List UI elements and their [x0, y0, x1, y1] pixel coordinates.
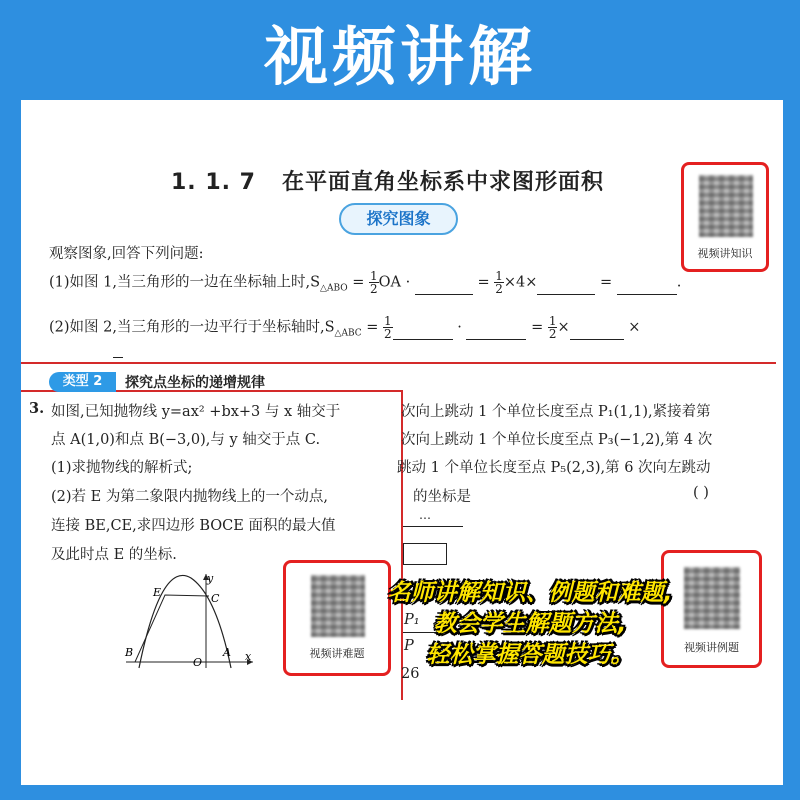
svg-text:B: B — [125, 646, 134, 659]
qr-difficult-caption: 视频讲难题 — [309, 647, 365, 660]
book-page — [21, 100, 783, 785]
right-line-3: 跳动 1 个单位长度至点 P₅(2,3),第 6 次向左跳动 — [397, 460, 711, 476]
promo-line-2: 教会学生解题方法, — [433, 611, 627, 637]
qr-knowledge-box[interactable] — [681, 162, 769, 272]
figure-line — [403, 526, 463, 527]
question-1: (1)如图 1,当三角形的一边在坐标轴上时$,S_{\triangle ABO}$ = $\frac{1}{2}$ OA · = $\frac{1}{2}$ ×4× = . — [49, 269, 682, 296]
type-tag: 类型 2 — [49, 372, 116, 392]
type-title: 探究点坐标的递增规律 — [125, 375, 265, 391]
ellipsis: … — [419, 508, 431, 522]
problem-line-5: 连接 BE,CE,求四边形 BOCE 面积的最大值 — [51, 518, 336, 534]
explore-tag: 探究图象 — [339, 203, 458, 235]
promo-line-1: 名师讲解知识、例题和难题, — [387, 580, 673, 606]
point-p1: P₁ — [404, 612, 420, 628]
crop-line-top — [21, 362, 776, 364]
promo-line-3: 轻松掌握答题技巧。 — [426, 642, 634, 668]
intro-prompt: 观察图象,回答下列问题: — [49, 246, 204, 262]
problem-line-3: (1)求抛物线的解析式; — [51, 460, 193, 476]
figure-box — [403, 543, 447, 565]
section-heading — [171, 165, 604, 196]
svg-text:O: O — [193, 656, 203, 669]
answer-paren: ( ) — [693, 485, 709, 501]
problem-line-6: 及此时点 E 的坐标. — [51, 547, 177, 563]
banner-title: 视频讲解 — [264, 21, 536, 95]
section-number: 1. 1. 7 — [171, 170, 256, 195]
problem-line-2: 点 A(1,0)和点 B(−3,0),与 y 轴交于点 C. — [51, 432, 321, 448]
right-line-2: 次向上跳动 1 个单位长度至点 P₃(−1,2),第 4 次 — [401, 432, 713, 448]
svg-text:y: y — [207, 572, 214, 585]
right-line-4: 的坐标是 — [413, 489, 471, 505]
svg-text:A: A — [223, 646, 231, 659]
qr-example-caption: 视频讲例题 — [684, 641, 739, 654]
right-line-1: 次向上跳动 1 个单位长度至点 P₁(1,1),紧接着第 — [401, 404, 711, 420]
problem-line-4: (2)若 E 为第二象限内抛物线上的一个动点, — [51, 489, 328, 505]
point-p: P — [404, 638, 414, 654]
qr-code-icon — [699, 175, 753, 237]
section-title: 在平面直角坐标系中求图形面积 — [281, 170, 604, 195]
problem-number: 3. — [29, 400, 45, 417]
blank-underline — [113, 357, 123, 358]
promo-overlay — [330, 578, 730, 671]
qr-knowledge-caption: 视频讲知识 — [697, 247, 753, 260]
parabola-graph — [121, 570, 256, 670]
svg-text:C: C — [211, 592, 220, 605]
question-2: (2)如图 2,当三角形的一边平行于坐标轴时$,S_{\triangle ABC}$ = $\frac{1}{2}$ · = $\frac{1}{2}$ × × — [49, 314, 641, 341]
svg-text:x: x — [245, 650, 252, 663]
problem-line-1: 如图,已知抛物线 y=ax² +bx+3 与 x 轴交于 — [51, 404, 341, 420]
svg-text:E: E — [153, 586, 162, 599]
page-number: 26 — [401, 666, 420, 682]
